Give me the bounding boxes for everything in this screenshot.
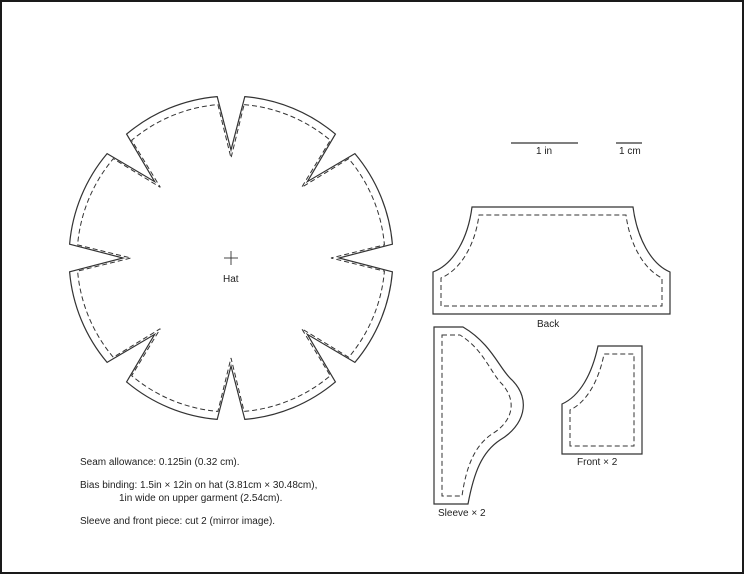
seam-allowance-note: Seam allowance: 0.125in (0.32 cm).	[80, 457, 240, 468]
cut-note: Sleeve and front piece: cut 2 (mirror image).	[80, 516, 276, 527]
inch-scale-label: 1 in	[536, 146, 553, 157]
back-piece	[433, 207, 670, 314]
back-label: Back	[537, 319, 560, 330]
bias-binding-line-2: 1in wide on upper garment (2.54cm).	[119, 493, 283, 504]
back-outline	[433, 207, 670, 314]
bias-binding-note	[80, 479, 317, 505]
front-label: Front × 2	[577, 457, 618, 468]
sleeve-outline	[434, 327, 523, 504]
hat-piece	[70, 97, 393, 420]
front-outline	[562, 346, 642, 454]
hat-label: Hat	[223, 274, 239, 285]
bias-binding-line-1: Bias binding: 1.5in × 12in on hat (3.81cm × 30.48cm),	[80, 480, 318, 491]
instructions	[80, 456, 317, 538]
sleeve-label: Sleeve × 2	[438, 508, 486, 519]
front-stitch-line	[570, 354, 634, 446]
front-piece	[562, 346, 642, 454]
hat-center-mark	[224, 251, 238, 265]
back-stitch-line	[441, 215, 662, 306]
sleeve-piece	[434, 327, 523, 504]
cm-scale-label: 1 cm	[619, 146, 641, 157]
